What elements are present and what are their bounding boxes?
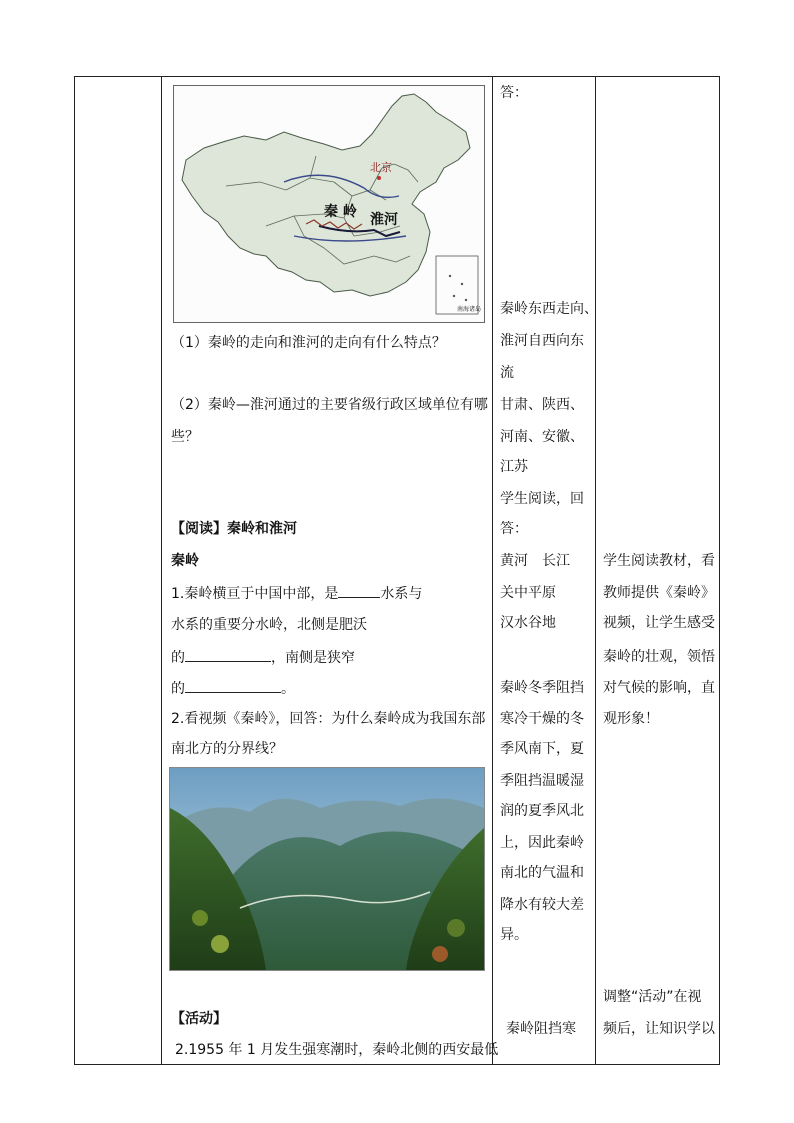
student-answer-line: 答：: [500, 521, 528, 537]
student-answer-line: 江苏: [500, 459, 528, 475]
item-1-text-b: 水系与: [380, 586, 423, 602]
student-answer-line: 流: [500, 365, 514, 381]
question-2-line-1: （2）秦岭—淮河通过的主要省级行政区域单位有哪: [171, 397, 488, 413]
item-2-line-2: 南北方的分界线？: [171, 741, 283, 757]
student-answer-line: 上，因此秦岭: [500, 835, 584, 851]
activity-title: 【活动】: [171, 1011, 227, 1027]
student-answer-line: 关中平原: [500, 585, 556, 601]
student-answer-line: 润的夏季风北: [500, 803, 584, 819]
item-2-line-1: 2.看视频《秦岭》，回答：为什么秦岭成为我国东部: [171, 711, 486, 727]
student-answer-line: 黄河 长江: [500, 553, 570, 569]
map-label-huaihe: 淮河: [370, 212, 398, 228]
mountain-drawing: [170, 768, 484, 970]
note-line: 秦岭的壮观，领悟: [603, 649, 715, 665]
china-map-image: [173, 85, 485, 323]
fill-blank: [338, 583, 380, 598]
item-1-line-4: [171, 678, 295, 699]
student-column: [492, 77, 598, 1064]
map-label-inset: 南海诸岛: [457, 306, 482, 313]
item-1-text-f: 的: [171, 681, 185, 697]
item-1-text-g: 。: [281, 681, 295, 697]
note-line: 频后，让知识学以: [603, 1021, 715, 1037]
student-answer-line: 秦岭阻挡寒: [506, 1021, 576, 1037]
qinling-mountain-photo: [169, 767, 485, 971]
reading-title: 【阅读】秦岭和淮河: [171, 521, 297, 537]
activity-line-1: 2.1955 年 1 月发生强寒潮时，秦岭北侧的西安最低: [175, 1042, 499, 1058]
content-column: [75, 77, 499, 1064]
note-line: 对气候的影响，直: [603, 680, 715, 696]
student-answer-line: 南北的气温和: [500, 865, 584, 881]
student-answer-line: 寒冷干燥的冬: [500, 711, 584, 727]
note-line: 观形象！: [603, 711, 659, 727]
student-answer-line: 汉水谷地: [500, 615, 556, 631]
fill-blank: [185, 647, 271, 662]
question-2-line-2: 些？: [171, 429, 199, 445]
student-answer-line: 异。: [500, 927, 528, 943]
student-answer-line: 学生阅读，回: [500, 491, 584, 507]
item-1-line-1: [171, 583, 422, 604]
notes-column: [595, 77, 721, 1064]
reading-subtitle: 秦岭: [171, 553, 199, 569]
item-1-line-3: [171, 647, 355, 668]
note-line: 调整“活动”在视: [603, 989, 702, 1005]
student-answer-line: 秦岭东西走向、: [500, 301, 598, 317]
student-answer-line: 淮河自西向东: [500, 333, 584, 349]
student-answer-line: 甘肃、陕西、: [500, 397, 584, 413]
note-line: 学生阅读教材，看: [603, 553, 715, 569]
map-label-qinling: 秦 岭: [324, 204, 357, 220]
item-1-text-a: 1.秦岭横亘于中国中部，是: [171, 586, 339, 602]
student-answer-line: 秦岭冬季阻挡: [500, 680, 584, 696]
question-1: （1）秦岭的走向和淮河的走向有什么特点？: [171, 335, 446, 351]
student-answer-line: 降水有较大差: [500, 897, 584, 913]
student-answer-line: 河南、安徽、: [500, 429, 584, 445]
item-1-text-d: 的: [171, 650, 185, 666]
item-1-line-2: 水系的重要分水岭，北侧是肥沃: [171, 617, 367, 633]
note-line: 视频，让学生感受: [603, 615, 715, 631]
item-1-text-e: ，南侧是狭窄: [271, 650, 355, 666]
lesson-table: [74, 76, 720, 1065]
student-answer-line: 季风南下，夏: [500, 741, 584, 757]
map-label-beijing: 北京: [370, 161, 392, 174]
fill-blank: [185, 678, 281, 693]
answer-label: 答：: [500, 85, 528, 101]
student-answer-line: 季阻挡温暖湿: [500, 773, 584, 789]
note-line: 教师提供《秦岭》: [603, 585, 715, 601]
